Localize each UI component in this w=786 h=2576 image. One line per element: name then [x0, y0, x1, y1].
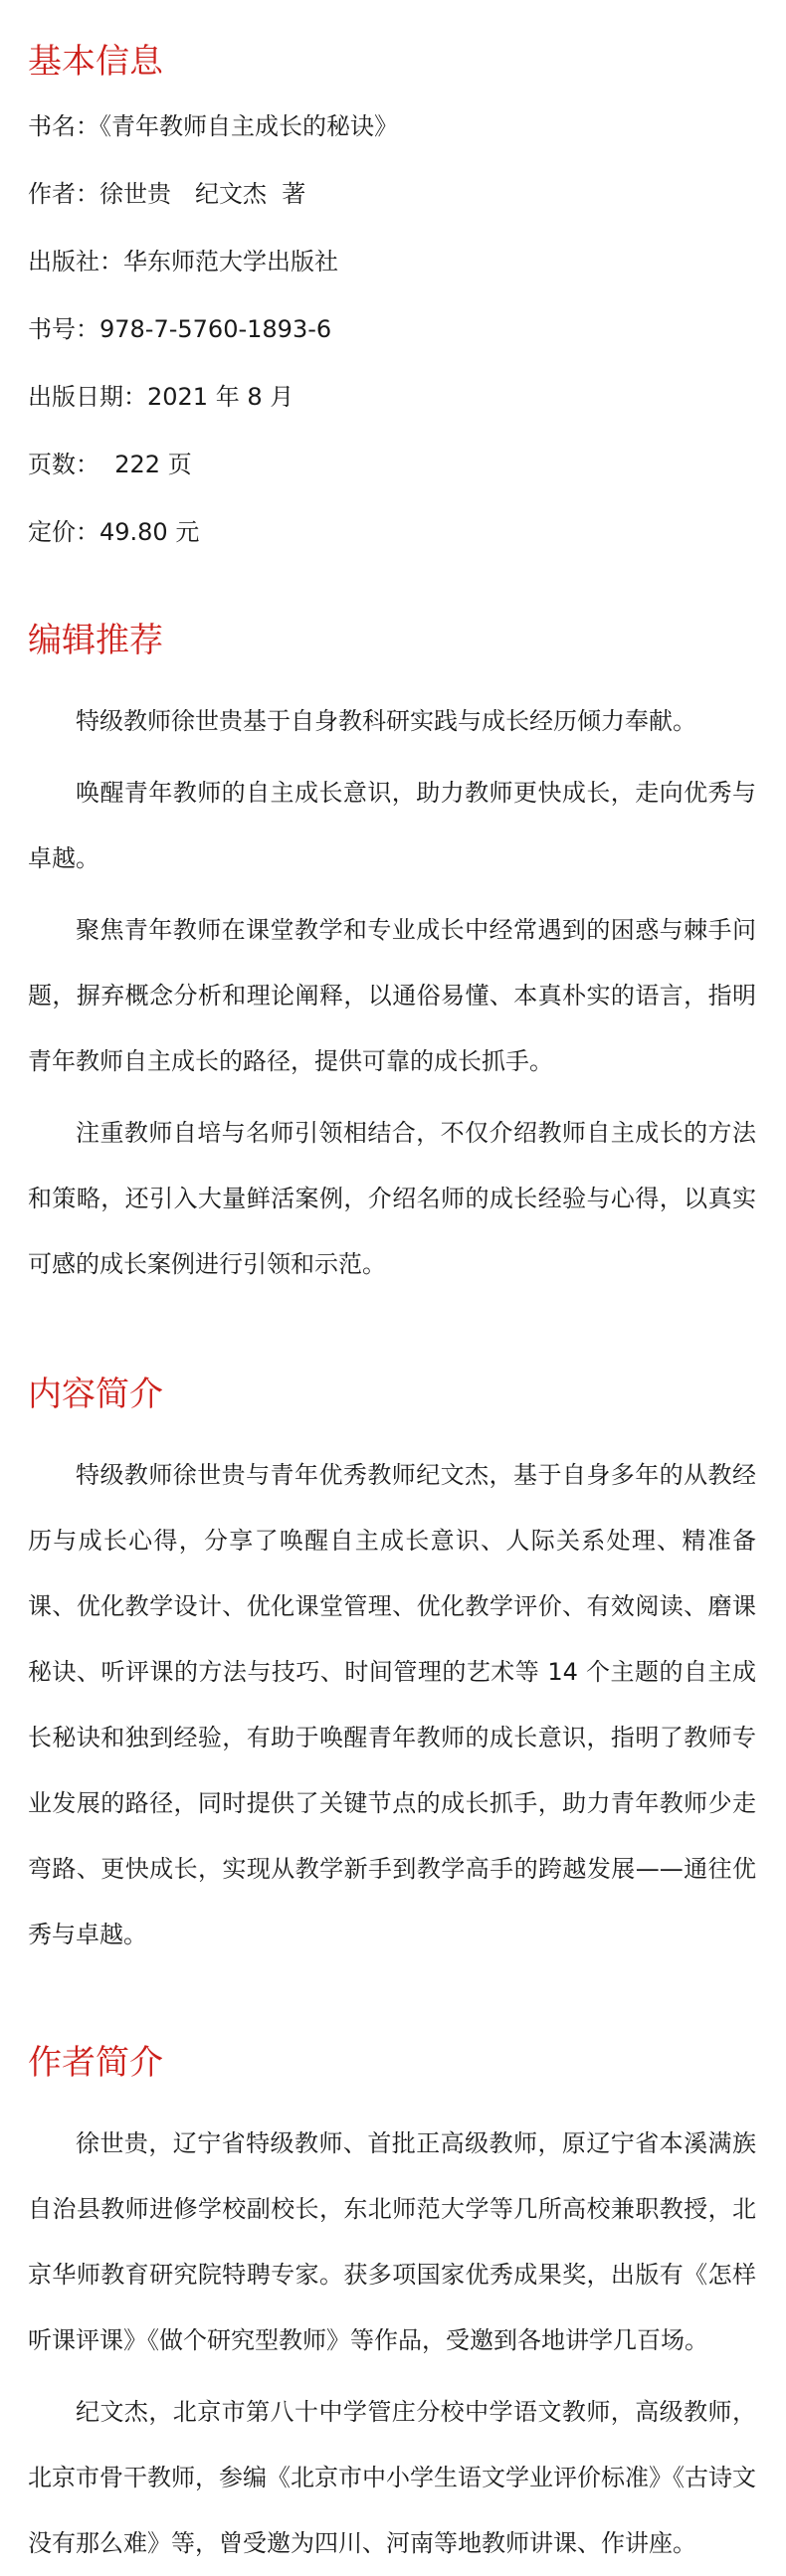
- content-intro-paragraph: 特级教师徐世贵与青年优秀教师纪文杰，基于自身多年的从教经历与成长心得，分享了唤醒自主成长意识、人际关系处理、精准备课、优化教学设计、优化课堂管理、优化教学评价、有效阅读、磨课秘诀、听评课的方法与技巧、时间管理的艺术等 14 个主题的自主成长秘诀和独到经验，有助于唤醒青年教师的成长意识，指明了教师专业发展的路径，同时提供了关键节点的成长抓手，助力青年教师少走弯路、更快成长，实现从教学新手到教学高手的跨越发展——通往优秀与卓越。: [28, 1461, 756, 1948]
- editor-paragraph: 聚焦青年教师在课堂教学和专业成长中经常遇到的困惑与棘手问题，摒弃概念分析和理论阐释，以通俗易懂、本真朴实的语言，指明青年教师自主成长的路径，提供可靠的成长抓手。: [28, 916, 756, 1075]
- author-line: 作者：徐世贵 纪文杰 著: [28, 180, 306, 208]
- page-count-line: 页数： 222 页: [28, 451, 192, 478]
- author-intro-paragraph: 纪文杰，北京市第八十中学管庄分校中学语文教师，高级教师，北京市骨干教师，参编《北京市中小学生语文学业评价标准》《古诗文没有那么难》等，曾受邀为四川、河南等地教师讲课、作讲座。: [28, 2398, 756, 2557]
- publisher-line: 出版社：华东师范大学出版社: [28, 248, 338, 276]
- basic-info-heading: 基本信息: [28, 42, 163, 82]
- editor-recommendation-section: [28, 619, 756, 1297]
- publish-date-line: 出版日期：2021 年 8 月: [28, 383, 295, 411]
- author-intro-heading: 作者简介: [28, 2043, 163, 2083]
- price-line: 定价：49.80 元: [28, 518, 200, 546]
- author-intro-paragraph: 徐世贵，辽宁省特级教师、首批正高级教师，原辽宁省本溪满族自治县教师进修学校副校长，东北师范大学等几所高校兼职教授，北京华师教育研究院特聘专家。获多项国家优秀成果奖，出版有《怎样听课评课》《做个研究型教师》等作品，受邀到各地讲学几百场。: [28, 2129, 756, 2354]
- content-intro-heading: 内容简介: [28, 1375, 163, 1414]
- book-title-line: 书名：《青年教师自主成长的秘诀》: [28, 112, 398, 140]
- editor-paragraph: 唤醒青年教师的自主成长意识，助力教师更快成长，走向优秀与卓越。: [28, 779, 756, 872]
- basic-info-section: [28, 40, 756, 549]
- isbn-line: 书号：978-7-5760-1893-6: [28, 315, 332, 343]
- editor-recommendation-heading: 编辑推荐: [28, 621, 163, 660]
- content-intro-section: [28, 1373, 756, 1967]
- basic-info-list: [28, 109, 756, 549]
- editor-paragraph: 注重教师自培与名师引领相结合，不仅介绍教师自主成长的方法和策略，还引入大量鲜活案例，介绍名师的成长经验与心得，以真实可感的成长案例进行引领和示范。: [28, 1119, 756, 1278]
- editor-paragraph: 特级教师徐世贵基于自身教科研实践与成长经历倾力奉献。: [76, 707, 696, 735]
- author-intro-section: [28, 2041, 756, 2576]
